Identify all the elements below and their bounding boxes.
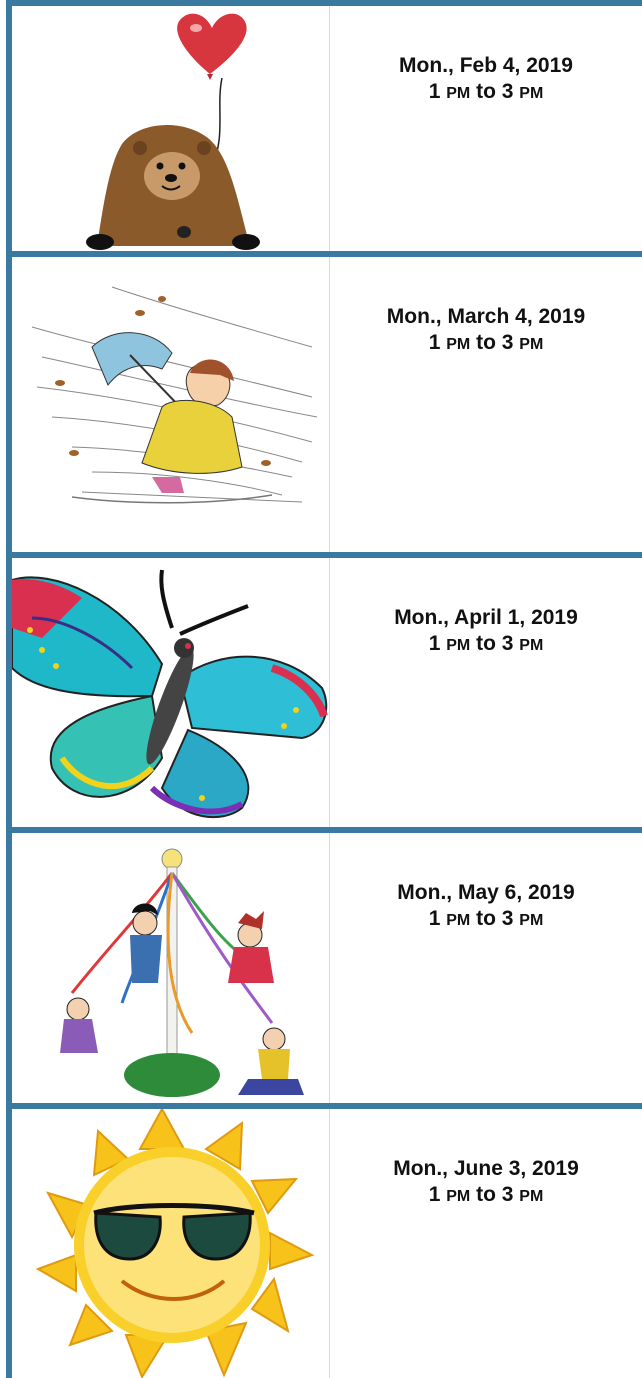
time-separator: to [476,907,496,930]
start-hour: 1 [428,331,441,354]
end-period: PM [519,912,544,929]
event-date: Mon., April 1, 2019 [394,606,578,629]
start-hour: 1 [428,907,441,930]
event-row-may [12,833,642,1103]
event-row-march [12,257,642,552]
time-separator: to [476,80,496,103]
end-hour: 3 [501,80,514,103]
event-date: Mon., June 3, 2019 [393,1157,579,1180]
start-period: PM [446,912,471,929]
event-time [330,79,642,107]
end-hour: 3 [501,632,514,655]
time-separator: to [476,331,496,354]
event-details [330,1109,642,1210]
end-period: PM [519,637,544,654]
event-details [330,257,642,358]
start-period: PM [446,85,471,102]
start-hour: 1 [428,1183,441,1206]
sun-with-sunglasses-icon [12,1109,329,1378]
event-row-april [12,558,642,827]
end-period: PM [519,336,544,353]
event-details [330,6,642,107]
maypole-dancers-icon [12,833,329,1103]
event-row-june [12,1109,642,1378]
end-hour: 3 [501,1183,514,1206]
start-period: PM [446,1188,471,1205]
time-separator: to [476,1183,496,1206]
end-hour: 3 [501,331,514,354]
butterfly-icon [12,558,329,827]
event-time [330,906,642,934]
start-period: PM [446,637,471,654]
end-period: PM [519,1188,544,1205]
event-row-february [12,6,642,251]
time-separator: to [476,632,496,655]
event-time [330,1182,642,1210]
end-period: PM [519,85,544,102]
event-date: Mon., May 6, 2019 [397,881,575,904]
event-date: Mon., March 4, 2019 [386,305,586,328]
start-hour: 1 [428,80,441,103]
start-period: PM [446,336,471,353]
event-date: Mon., Feb 4, 2019 [399,54,573,77]
event-details [330,833,642,934]
event-time [330,631,642,659]
start-hour: 1 [428,632,441,655]
child-in-windstorm-with-umbrella-icon [12,257,329,552]
event-time [330,330,642,358]
groundhog-with-heart-balloon-icon [12,6,329,251]
event-details [330,558,642,659]
end-hour: 3 [501,907,514,930]
